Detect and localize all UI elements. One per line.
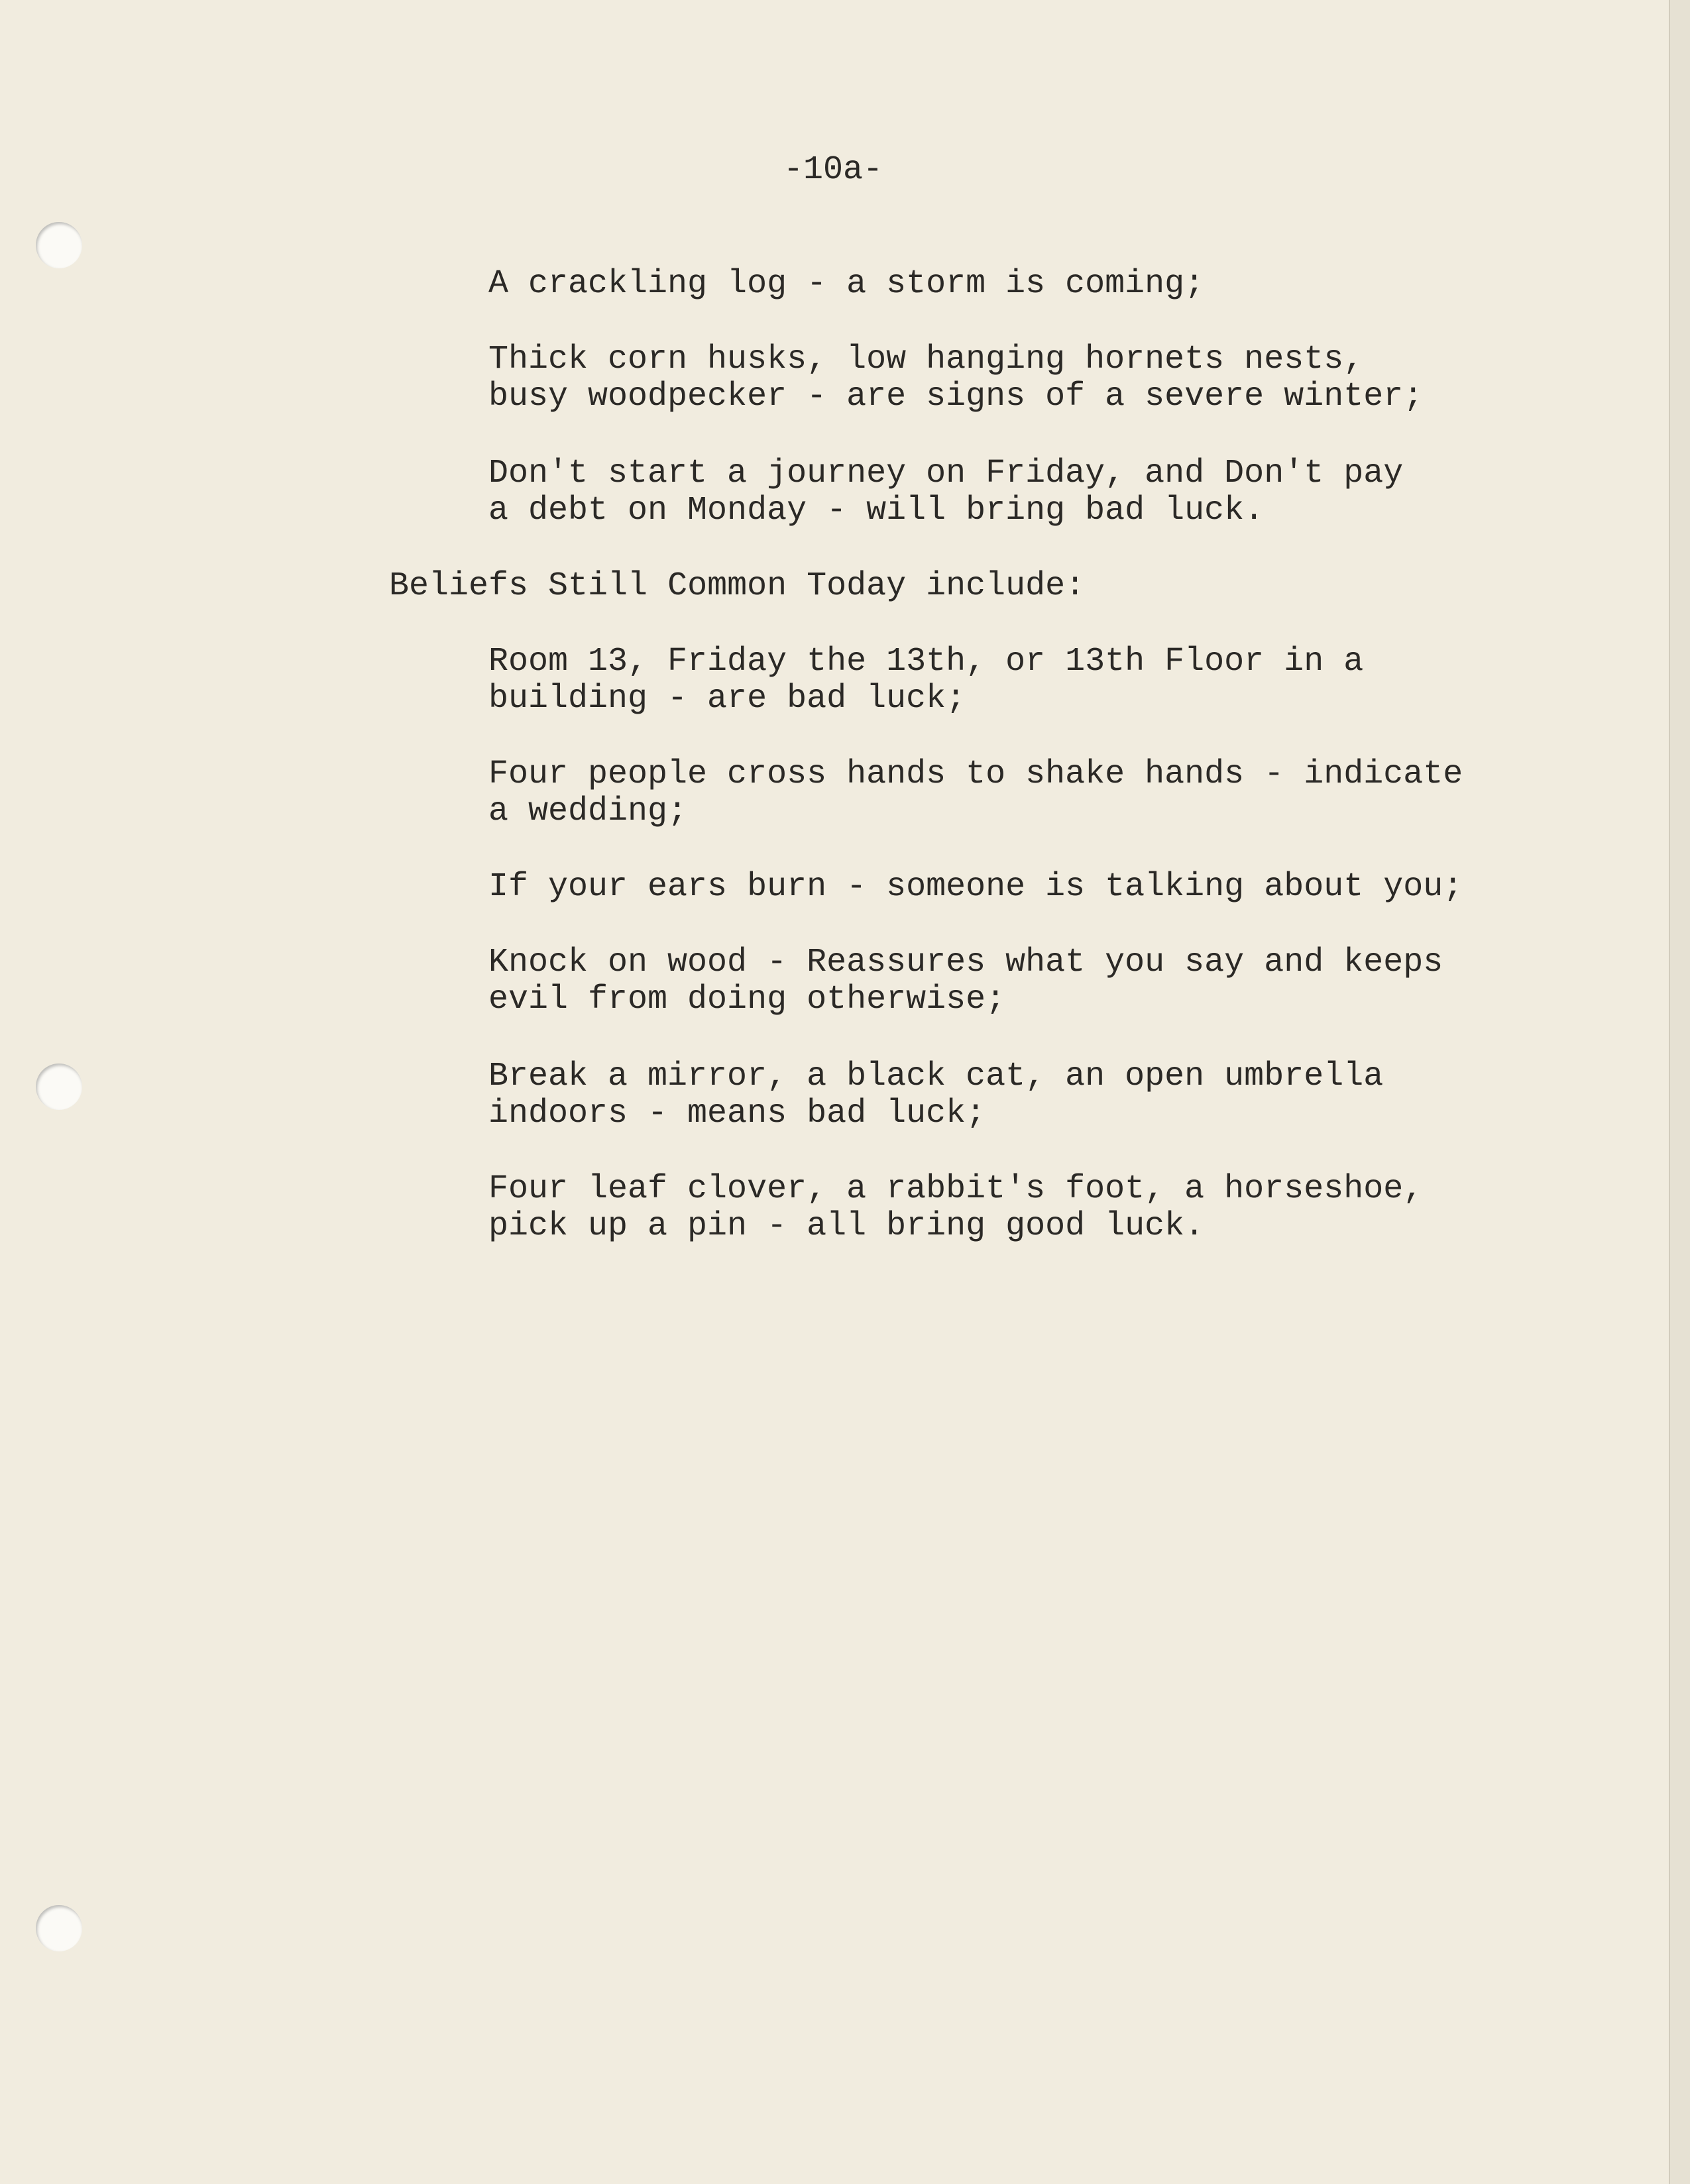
belief-entry: Four leaf clover, a rabbit's foot, a horseshoe, pick up a pin - all bring good luck. [488, 1170, 1424, 1245]
belief-entry: Knock on wood - Reassures what you say and keeps evil from doing otherwise; [488, 944, 1443, 1018]
punch-hole-top [36, 222, 82, 268]
belief-entry: Room 13, Friday the 13th, or 13th Floor in a building - are bad luck; [488, 643, 1364, 718]
belief-entry: If your ears burn - someone is talking about you; [488, 868, 1463, 906]
section-heading: Beliefs Still Common Today include: [389, 567, 1086, 605]
punch-hole-bottom [36, 1905, 82, 1951]
belief-entry: Four people cross hands to shake hands - indicate a wedding; [488, 755, 1463, 830]
belief-entry: A crackling log - a storm is coming; [488, 265, 1205, 303]
belief-entry: Don't start a journey on Friday, and Don't pay a debt on Monday - will bring bad luck. [488, 455, 1404, 529]
punch-hole-middle [36, 1064, 82, 1110]
belief-entry: Break a mirror, a black cat, an open umbrella indoors - means bad luck; [488, 1058, 1384, 1132]
page-number: -10a- [783, 151, 883, 189]
page-edge [1670, 0, 1690, 2184]
belief-entry: Thick corn husks, low hanging hornets nests, busy woodpecker - are signs of a severe winter; [488, 341, 1424, 415]
